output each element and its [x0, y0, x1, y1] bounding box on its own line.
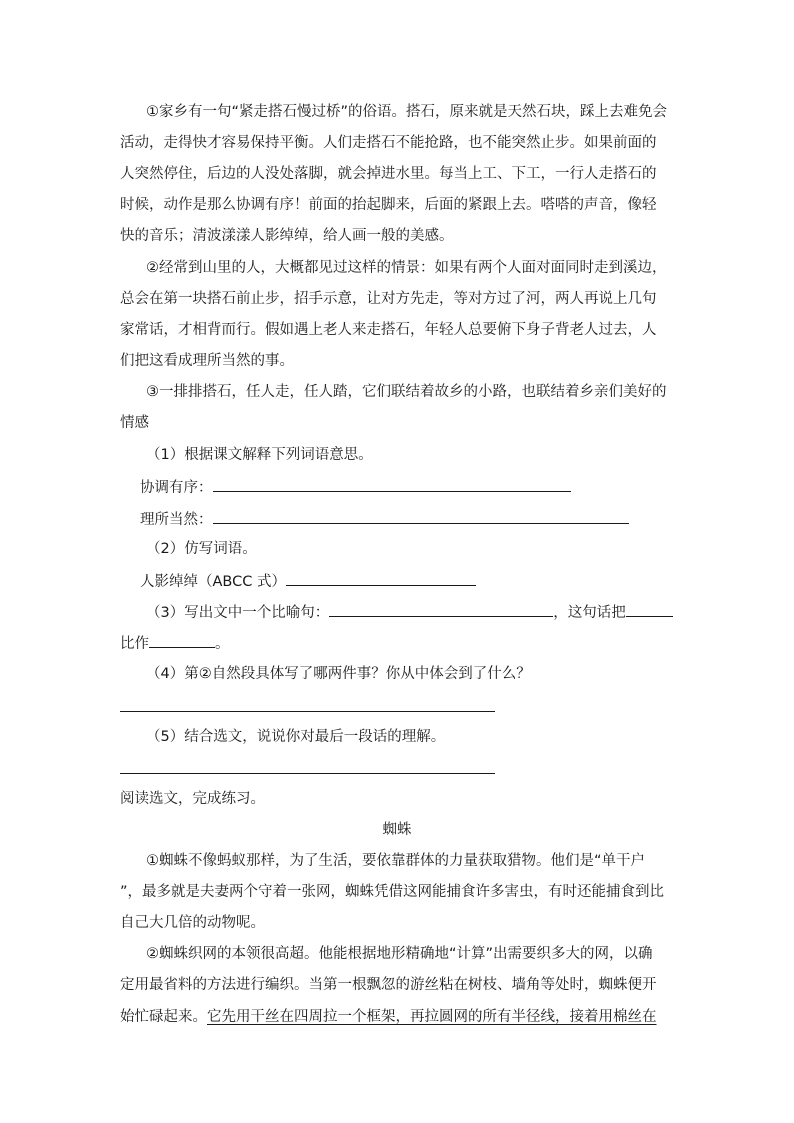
passage2-p2-plain-text: 始忙碌起来。 — [120, 1009, 207, 1025]
passage2-p1-line3: 自己大几倍的动物呢。 — [120, 915, 265, 931]
question-5-prompt: （5）结合选文，说说你对最后一段话的理解。 — [146, 729, 446, 745]
passage1-p1-line2: 活动，走得快才容易保持平衡。人们走搭石不能抢路，也不能突然止步。如果前面的 — [120, 135, 657, 151]
answer-line-5[interactable] — [120, 773, 495, 774]
passage1-p2-line3: 家常话，才相背而行。假如遇上老人来走搭石，年轻人总要俯下身子背老人过去，人 — [120, 322, 657, 338]
passage1-p2-line1: ②经常到山里的人，大概都见过这样的情景：如果有两个人面对面同时走到溪边， — [146, 260, 667, 276]
question-1a — [140, 476, 571, 498]
passage2-underlined-sentence: 它先用干丝在四周拉一个框架，再拉圆网的所有半径线，接着用棉丝在 — [207, 1009, 657, 1025]
answer-blank-1b[interactable] — [213, 508, 629, 524]
answer-blank-2a[interactable] — [286, 570, 476, 586]
question-1b-label: 理所当然： — [140, 512, 213, 528]
passage2-title: 蜘蛛 — [382, 822, 412, 838]
passage2-p2-line1: ②蜘蛛织网的本领很高超。他能根据地形精确地“计算”出需要织多大的网，以确 — [146, 946, 653, 962]
passage2-p2-line3 — [120, 1007, 657, 1027]
question-3-end: 。 — [215, 636, 230, 652]
passage1-p3-line2: 情感 — [120, 415, 149, 431]
question-3-compare-label: 比作 — [120, 636, 149, 652]
answer-blank-3-subject[interactable] — [626, 601, 673, 617]
question-1b — [140, 508, 629, 530]
question-3-mid: ，这句话把 — [553, 605, 626, 621]
question-3-line2 — [120, 632, 230, 654]
answer-blank-1a[interactable] — [213, 476, 571, 492]
question-1a-label: 协调有序： — [140, 480, 213, 496]
question-2a-label: 人影绰绰（ABCC 式） — [140, 574, 286, 590]
question-1-prompt: （1）根据课文解释下列词语意思。 — [146, 447, 373, 463]
question-3 — [146, 601, 673, 623]
passage2-p2-line2: 定用最省料的方法进行编织。当第一根飘忽的游丝粘在树枝、墙角等处时，蜘蛛便开 — [120, 977, 657, 993]
passage2-instruction: 阅读选文，完成练习。 — [120, 791, 265, 807]
answer-line-4[interactable] — [120, 711, 495, 712]
question-4-prompt: （4）第②自然段具体写了哪两件事？你从中体会到了什么？ — [146, 666, 531, 682]
passage1-p1-line5: 快的音乐；清波漾漾人影绰绰，给人画一般的美感。 — [120, 228, 454, 244]
passage1-p1-line4: 时候，动作是那么协调有序！前面的抬起脚来，后面的紧跟上去。嗒嗒的声音，像轻 — [120, 197, 657, 213]
passage1-p1-line1: ①家乡有一句“紧走搭石慢过桥”的俗语。搭石，原来就是天然石块，踩上去难免会 — [146, 104, 668, 120]
passage2-p1-line2: ”，最多就是夫妻两个守着一张网，蜘蛛凭借这网能捕食许多害虫，有时还能捕食到比 — [120, 884, 665, 900]
passage1-p1-line3: 人突然停住，后边的人没处落脚，就会掉进水里。每当上工、下工，一行人走搭石的 — [120, 166, 657, 182]
question-2-prompt: （2）仿写词语。 — [146, 541, 257, 557]
question-3-label: （3）写出文中一个比喻句： — [146, 605, 330, 621]
answer-blank-3-sentence[interactable] — [329, 601, 553, 617]
passage1-p2-line2: 总会在第一块搭石前止步，招手示意，让对方先走，等对方过了河，两人再说上几句 — [120, 291, 657, 307]
question-2a — [140, 570, 476, 592]
passage1-p2-line4: 们把这看成理所当然的事。 — [120, 353, 294, 369]
passage1-p3-line1: ③一排排搭石，任人走，任人踏，它们联结着故乡的小路，也联结着乡亲们美好的 — [146, 384, 667, 400]
passage2-p1-line1: ①蜘蛛不像蚂蚁那样，为了生活，要依靠群体的力量获取猎物。他们是“单干户 — [146, 853, 646, 869]
answer-blank-3-object[interactable] — [149, 632, 215, 648]
